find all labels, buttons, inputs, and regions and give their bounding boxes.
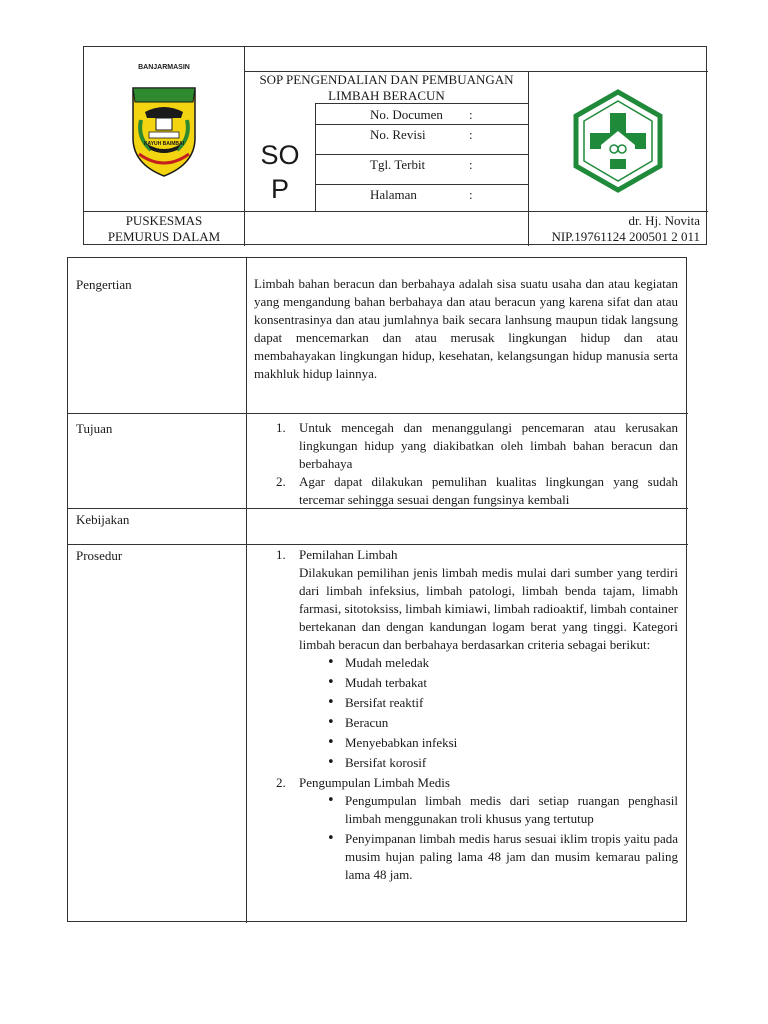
bullet-item: • Mudah terbakat bbox=[345, 674, 678, 692]
city-logo-text-bottom: KAYUH BAIMBAI bbox=[143, 141, 185, 147]
tujuan-list bbox=[254, 419, 678, 509]
bullet-item: • Bersifat korosif bbox=[345, 754, 678, 772]
organization-line1: PUSKESMAS bbox=[125, 213, 203, 228]
prosedur-step-number: 1. bbox=[276, 547, 286, 562]
section-label-pengertian: Pengertian bbox=[76, 277, 132, 292]
collection-list bbox=[345, 792, 678, 884]
bullet-item: • Penyimpanan limbah medis harus sesuai iklim tropis yaitu pada musim hujan paling lama 48 jam dan musim kemarau paling lama 48 jam. bbox=[345, 830, 678, 884]
sop-header-table bbox=[83, 46, 707, 245]
grid-line bbox=[315, 124, 528, 125]
bullet-item: • Menyebabkan infeksi bbox=[345, 734, 678, 752]
hazard-criteria-list bbox=[345, 654, 678, 772]
sop-content-table bbox=[67, 257, 687, 922]
section-label-kebijakan: Kebijakan bbox=[76, 512, 130, 527]
grid-line bbox=[315, 154, 528, 155]
grid-line bbox=[84, 211, 708, 212]
tujuan-item-number: 2. bbox=[276, 474, 286, 489]
bullet-item: • Bersifat reaktif bbox=[345, 694, 678, 712]
sop-label-line1: SO bbox=[260, 140, 300, 170]
city-logo-text-top: BANJARMASIN bbox=[138, 64, 190, 71]
prosedur-step-title: Pemilahan Limbah bbox=[299, 547, 398, 562]
sop-title-line1: SOP PENGENDALIAN DAN PEMBUANGAN bbox=[259, 72, 514, 87]
prosedur-step-text: Dilakukan pemilihan jenis limbah medis mulai dari sumber yang terdiri dari limbah infeksius, limbah patologi, limbah benda tajam, limabh farmasi, sitotoksiss, limbah kimiawi, limbah radioaktif, limbah container bertekanan dan dengan kandungan logam berat yang tinggi. Kategori limbah beracun dan berbahaya berdasarkan criteria sebagai berikut: bbox=[299, 565, 678, 652]
sop-title bbox=[245, 72, 528, 104]
section-label-tujuan: Tujuan bbox=[76, 421, 113, 436]
bullet-item: • Mudah meledak bbox=[345, 654, 678, 672]
city-logo-cell bbox=[84, 47, 244, 211]
grid-line bbox=[246, 258, 247, 923]
signer-block bbox=[528, 213, 708, 245]
prosedur-step bbox=[254, 774, 678, 884]
tujuan-item bbox=[254, 419, 678, 473]
meta-revision-label: No. Revisi bbox=[370, 127, 426, 142]
meta-revision-colon: : bbox=[469, 127, 473, 142]
section-content-pengertian bbox=[254, 275, 678, 383]
meta-document-number-label: No. Documen bbox=[370, 107, 443, 122]
pengertian-text: Limbah bahan beracun dan berbahaya adalah sisa suatu usaha dan atau kegiatan yang mengandung bahan berbahaya dan atau beracun yang karena sifat dan atau konsentrasinya dan atau jumlahnya baik secara lanhsung maupun tidak langsung dapat mencemarkan dan atau merusak lingkungan hidup dan atau membahayakan lingkungan hidup, kesehatan, kelangsungan hidup manusia serta makhluk hidup lainnya. bbox=[254, 276, 678, 381]
signer-nip: NIP.19761124 200501 2 011 bbox=[551, 229, 700, 244]
meta-document-number-colon: : bbox=[469, 107, 473, 122]
organization-name bbox=[84, 213, 244, 245]
tujuan-item-text: Untuk mencegah dan menanggulangi pencemaran atau kerusakan lingkungan hidup yang diakibatkan oleh limbah bahan beracun dan berbahaya bbox=[299, 420, 678, 471]
section-content-prosedur bbox=[254, 546, 678, 886]
meta-page-label: Halaman bbox=[370, 187, 417, 202]
grid-line bbox=[68, 544, 688, 545]
puskesmas-logo bbox=[573, 89, 663, 193]
section-label-prosedur: Prosedur bbox=[76, 548, 123, 563]
signer-name: dr. Hj. Novita bbox=[628, 213, 700, 228]
bullet-item: • Beracun bbox=[345, 714, 678, 732]
sop-label bbox=[245, 138, 315, 206]
banjarmasin-city-logo bbox=[129, 80, 199, 178]
sop-title-line2: LIMBAH BERACUN bbox=[328, 88, 445, 103]
prosedur-step bbox=[254, 546, 678, 772]
puskesmas-logo-cell bbox=[528, 71, 708, 211]
prosedur-step-title: Pengumpulan Limbah Medis bbox=[299, 775, 450, 790]
grid-line bbox=[68, 413, 688, 414]
tujuan-item-number: 1. bbox=[276, 420, 286, 435]
section-content-tujuan bbox=[254, 419, 678, 509]
meta-issue-date-colon: : bbox=[469, 157, 473, 172]
meta-issue-date-label: Tgl. Terbit bbox=[370, 157, 426, 172]
grid-line bbox=[315, 184, 528, 185]
organization-line2: PEMURUS DALAM bbox=[107, 229, 221, 244]
prosedur-step-number: 2. bbox=[276, 775, 286, 790]
tujuan-item-text: Agar dapat dilakukan pemulihan kualitas lingkungan yang sudah tercemar sehingga sesuai dengan fungsinya kembali bbox=[299, 474, 678, 507]
prosedur-list bbox=[254, 546, 678, 884]
grid-line bbox=[315, 103, 316, 211]
bullet-item: • Pengumpulan limbah medis dari setiap ruangan penghasil limbah menggunakan troli khusus yang tertutup bbox=[345, 792, 678, 828]
tujuan-item bbox=[254, 473, 678, 509]
meta-page-colon: : bbox=[469, 187, 473, 202]
sop-label-line2: P bbox=[270, 174, 289, 204]
